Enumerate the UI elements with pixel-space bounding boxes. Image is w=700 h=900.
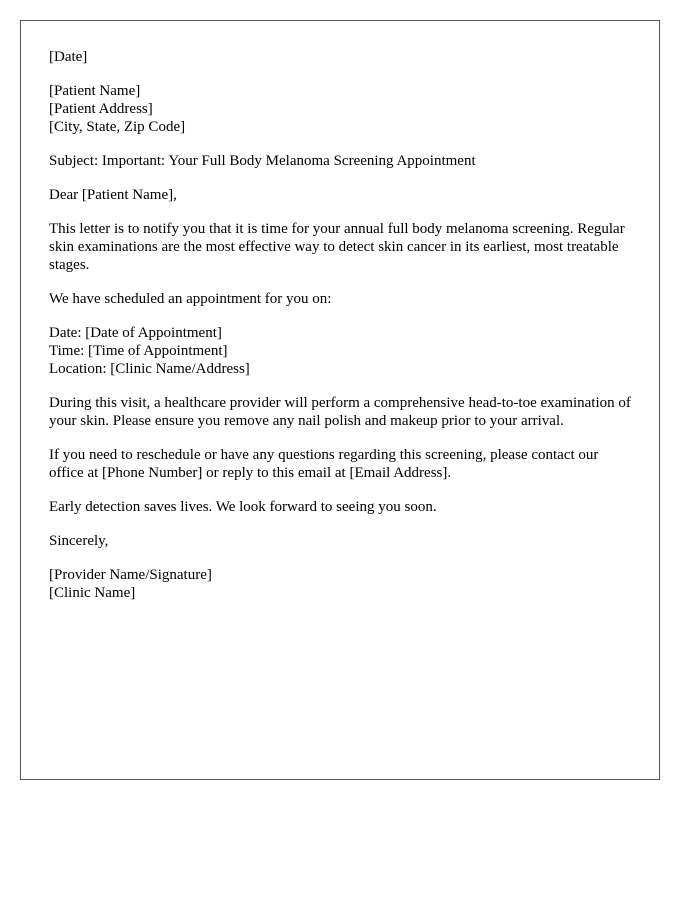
provider-signature: [Provider Name/Signature]	[49, 567, 212, 583]
recipient-name: [Patient Name]	[49, 83, 141, 99]
scheduled-paragraph: We have scheduled an appointment for you on:	[49, 291, 332, 307]
valediction: Sincerely,	[49, 533, 109, 549]
recipient-address: [Patient Address]	[49, 101, 153, 117]
appointment-details	[49, 324, 631, 378]
appointment-location: Location: [Clinic Name/Address]	[49, 361, 250, 377]
letter-page	[20, 20, 660, 780]
closing-paragraph: Early detection saves lives. We look forward to seeing you soon.	[49, 499, 437, 515]
signature-block	[49, 566, 631, 602]
contact-paragraph: If you need to reschedule or have any questions regarding this screening, please contact our office at [Phone Number] or reply to this email at [Email Address].	[49, 447, 599, 481]
letter-date: [Date]	[49, 49, 88, 65]
appointment-date: Date: [Date of Appointment]	[49, 325, 222, 341]
appointment-time: Time: [Time of Appointment]	[49, 343, 228, 359]
visit-paragraph: During this visit, a healthcare provider will perform a comprehensive head-to-toe examination of your skin. Please ensure you remove any nail polish and makeup prior to your arrival.	[49, 395, 631, 429]
recipient-block	[49, 82, 631, 136]
letter-subject: Subject: Important: Your Full Body Melanoma Screening Appointment	[49, 153, 476, 169]
intro-paragraph: This letter is to notify you that it is time for your annual full body melanoma screening. Regular skin examinations are the most effective way to detect skin cancer in its earliest, most treatable stages.	[49, 221, 625, 273]
letter-salutation: Dear [Patient Name],	[49, 187, 177, 203]
clinic-name: [Clinic Name]	[49, 585, 136, 601]
recipient-city-state-zip: [City, State, Zip Code]	[49, 119, 186, 135]
